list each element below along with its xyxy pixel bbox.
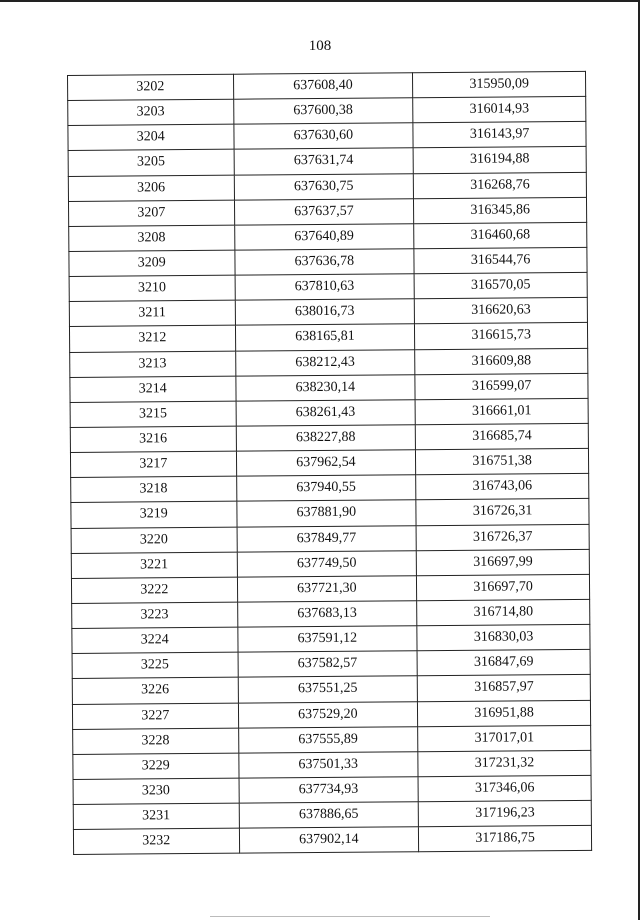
y-coordinate-cell: 316661,01 — [415, 398, 588, 424]
x-coordinate-cell: 637608,40 — [233, 73, 413, 100]
x-coordinate-cell: 637529,20 — [238, 701, 418, 728]
x-coordinate-cell: 637940,55 — [236, 475, 416, 502]
y-coordinate-cell: 317346,06 — [418, 775, 591, 801]
point-number-cell: 3218 — [71, 476, 237, 502]
point-number-cell: 3226 — [72, 678, 238, 704]
y-coordinate-cell: 317196,23 — [418, 800, 591, 826]
x-coordinate-cell: 638227,88 — [236, 425, 416, 452]
y-coordinate-cell: 316697,70 — [417, 574, 590, 600]
x-coordinate-cell: 637810,63 — [235, 274, 415, 301]
x-coordinate-cell: 637886,65 — [239, 802, 419, 829]
y-coordinate-cell: 316743,06 — [416, 474, 589, 500]
x-coordinate-cell: 638016,73 — [235, 299, 415, 326]
point-number-cell: 3217 — [70, 451, 236, 477]
y-coordinate-cell: 316714,80 — [417, 599, 590, 625]
x-coordinate-cell: 637501,33 — [238, 752, 418, 779]
point-number-cell: 3204 — [68, 124, 234, 150]
point-number-cell: 3224 — [72, 627, 238, 653]
x-coordinate-cell: 637630,60 — [233, 123, 413, 150]
x-coordinate-cell: 638261,43 — [236, 400, 416, 427]
y-coordinate-cell: 316194,88 — [413, 147, 586, 173]
y-coordinate-cell: 316615,73 — [415, 323, 588, 349]
y-coordinate-cell: 317017,01 — [418, 725, 591, 751]
y-coordinate-cell: 316726,37 — [416, 524, 589, 550]
y-coordinate-cell: 316014,93 — [413, 97, 586, 123]
y-coordinate-cell: 316620,63 — [414, 298, 587, 324]
y-coordinate-cell: 315950,09 — [413, 71, 586, 97]
point-number-cell: 3209 — [69, 250, 235, 276]
point-number-cell: 3211 — [69, 300, 235, 326]
point-number-cell: 3202 — [68, 74, 234, 100]
x-coordinate-cell: 637749,50 — [237, 550, 417, 577]
point-number-cell: 3223 — [72, 602, 238, 628]
x-coordinate-cell: 637881,90 — [236, 500, 416, 527]
x-coordinate-cell: 637683,13 — [237, 601, 417, 628]
x-coordinate-cell: 637591,12 — [237, 626, 417, 653]
y-coordinate-cell: 316460,68 — [414, 222, 587, 248]
point-number-cell: 3212 — [69, 326, 235, 352]
y-coordinate-cell: 317186,75 — [419, 826, 592, 852]
scan-artifact-line — [210, 916, 490, 917]
x-coordinate-cell: 637640,89 — [234, 224, 414, 251]
x-coordinate-cell: 637849,77 — [237, 525, 417, 552]
y-coordinate-cell: 316345,86 — [414, 197, 587, 223]
x-coordinate-cell: 637551,25 — [238, 676, 418, 703]
y-coordinate-cell: 316830,03 — [417, 625, 590, 651]
x-coordinate-cell: 637631,74 — [234, 148, 414, 175]
x-coordinate-cell: 637555,89 — [238, 726, 418, 753]
y-coordinate-cell: 317231,32 — [418, 750, 591, 776]
point-number-cell: 3225 — [72, 652, 238, 678]
x-coordinate-cell: 637636,78 — [234, 249, 414, 276]
point-number-cell: 3214 — [70, 376, 236, 402]
point-number-cell: 3222 — [71, 577, 237, 603]
point-number-cell: 3221 — [71, 552, 237, 578]
point-number-cell: 3215 — [70, 401, 236, 427]
x-coordinate-cell: 638230,14 — [235, 374, 415, 401]
point-number-cell: 3207 — [68, 200, 234, 226]
point-number-cell: 3206 — [68, 175, 234, 201]
table-row — [73, 826, 591, 855]
x-coordinate-cell: 637630,75 — [234, 173, 414, 200]
x-coordinate-cell: 637734,93 — [239, 777, 419, 804]
page-number: 108 — [308, 38, 332, 54]
point-number-cell: 3219 — [71, 502, 237, 528]
x-coordinate-cell: 637600,38 — [233, 98, 413, 125]
point-number-cell: 3229 — [73, 753, 239, 779]
point-number-cell: 3216 — [70, 426, 236, 452]
y-coordinate-cell: 316751,38 — [416, 449, 589, 475]
y-coordinate-cell: 316847,69 — [417, 650, 590, 676]
y-coordinate-cell: 316570,05 — [414, 273, 587, 299]
x-coordinate-cell: 637721,30 — [237, 576, 417, 603]
point-number-cell: 3210 — [69, 275, 235, 301]
point-number-cell: 3228 — [73, 728, 239, 754]
x-coordinate-cell: 637962,54 — [236, 450, 416, 477]
point-number-cell: 3208 — [69, 225, 235, 251]
y-coordinate-cell: 316697,99 — [416, 549, 589, 575]
y-coordinate-cell: 316951,88 — [418, 700, 591, 726]
x-coordinate-cell: 638212,43 — [235, 349, 415, 376]
coordinates-table — [67, 71, 592, 855]
x-coordinate-cell: 638165,81 — [235, 324, 415, 351]
y-coordinate-cell: 316609,88 — [415, 348, 588, 374]
y-coordinate-cell: 316685,74 — [415, 423, 588, 449]
y-coordinate-cell: 316599,07 — [415, 373, 588, 399]
coordinates-table-body — [68, 71, 592, 854]
x-coordinate-cell: 637637,57 — [234, 198, 414, 225]
point-number-cell: 3231 — [73, 803, 239, 829]
x-coordinate-cell: 637902,14 — [239, 827, 419, 854]
point-number-cell: 3205 — [68, 150, 234, 176]
y-coordinate-cell: 316726,31 — [416, 499, 589, 525]
y-coordinate-cell: 316544,76 — [414, 247, 587, 273]
point-number-cell: 3220 — [71, 527, 237, 553]
point-number-cell: 3203 — [68, 99, 234, 125]
x-coordinate-cell: 637582,57 — [238, 651, 418, 678]
y-coordinate-cell: 316143,97 — [413, 122, 586, 148]
point-number-cell: 3213 — [70, 351, 236, 377]
point-number-cell: 3230 — [73, 778, 239, 804]
point-number-cell: 3232 — [73, 828, 239, 854]
y-coordinate-cell: 316857,97 — [417, 675, 590, 701]
y-coordinate-cell: 316268,76 — [414, 172, 587, 198]
point-number-cell: 3227 — [72, 703, 238, 729]
page-edge-top — [0, 0, 640, 2]
